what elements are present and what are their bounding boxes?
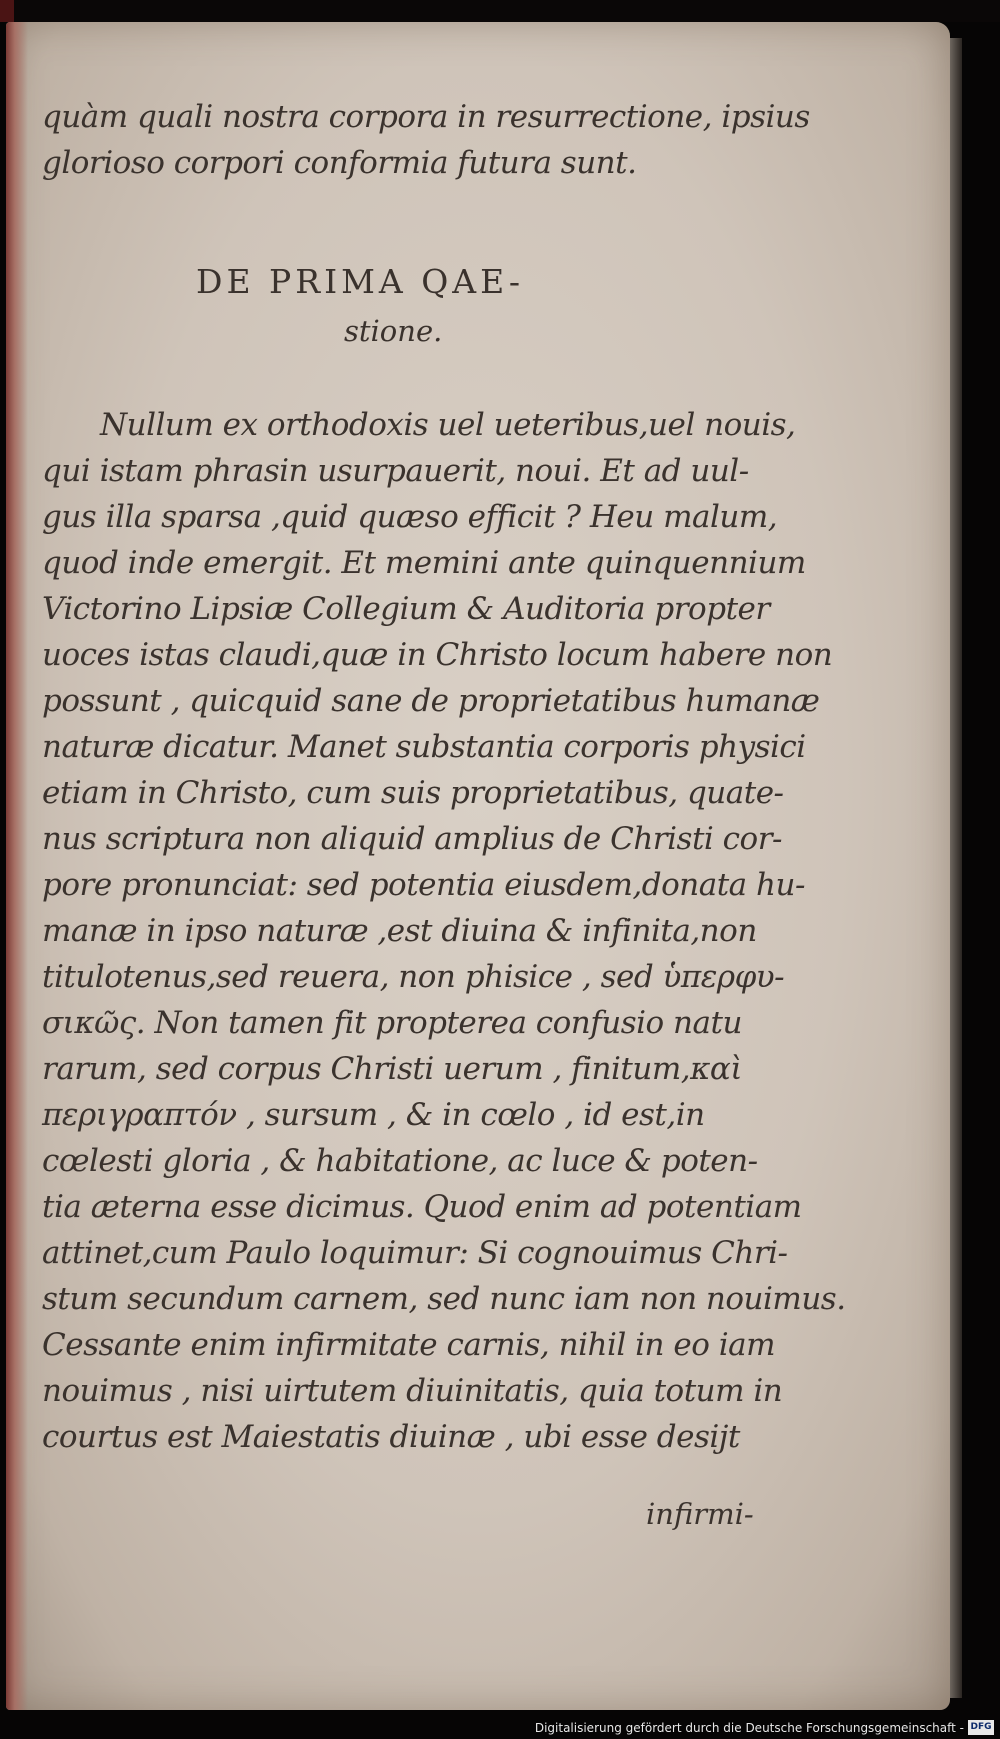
top-text-block bbox=[42, 94, 810, 186]
body-text-block bbox=[42, 402, 846, 1460]
spine-edge bbox=[0, 0, 14, 22]
text-line: cœlesti gloria , & habitatione, ac luce & poten- bbox=[42, 1143, 758, 1179]
scan-top-border bbox=[0, 0, 1000, 22]
text-line: qui istam phrasin usurpauerit, noui. Et ad uul- bbox=[42, 453, 749, 489]
text-line: σικῶς. Non tamen fit propterea confusio natu bbox=[42, 1005, 742, 1041]
text-line: titulotenus,sed reuera, non phisice , sed ὑπερφυ- bbox=[42, 959, 785, 995]
text-line: rarum, sed corpus Christi uerum , finitum,καὶ bbox=[42, 1051, 743, 1087]
text-line: etiam in Christo, cum suis proprietatibus, quate- bbox=[42, 775, 784, 811]
text-line: Victorino Lipsiæ Collegium & Auditoria propter bbox=[42, 591, 770, 627]
text-line: περιγραπτόν , sursum , & in cœlo , id est,in bbox=[42, 1097, 705, 1133]
text-line: quod inde emergit. Et memini ante quinquennium bbox=[42, 545, 806, 581]
funding-notice: Digitalisierung gefördert durch die Deutsche Forschungsgemeinschaft - bbox=[534, 1721, 964, 1735]
footer-bar bbox=[0, 1718, 1000, 1739]
text-line: stum secundum carnem, sed nunc iam non nouimus. bbox=[42, 1281, 846, 1317]
text-line: courtus est Maiestatis diuinæ , ubi esse desijt bbox=[42, 1419, 740, 1455]
text-line: uoces istas claudi,quæ in Christo locum habere non bbox=[42, 637, 833, 673]
text-line: Nullum ex orthodoxis uel ueteribus,uel nouis, bbox=[100, 407, 796, 443]
text-line: naturæ dicatur. Manet substantia corporis physici bbox=[42, 729, 806, 765]
text-line: tia æterna esse dicimus. Quod enim ad potentiam bbox=[42, 1189, 802, 1225]
text-line: Cessante enim infirmitate carnis, nihil in eo iam bbox=[42, 1327, 776, 1363]
book-page bbox=[6, 22, 950, 1710]
text-line: manæ in ipso naturæ ,est diuina & infinita,non bbox=[42, 913, 757, 949]
section-heading: DE PRIMA QAE- bbox=[196, 262, 524, 301]
text-line: pore pronunciat: sed potentia eiusdem,donata hu- bbox=[42, 867, 805, 903]
text-line: nus scriptura non aliquid amplius de Christi cor- bbox=[42, 821, 782, 857]
text-line: glorioso corpori conformia futura sunt. bbox=[42, 145, 637, 181]
text-line: quàm quali nostra corpora in resurrectione, ipsius bbox=[42, 99, 810, 135]
text-line: possunt , quicquid sane de proprietatibus humanæ bbox=[42, 683, 820, 719]
text-line: nouimus , nisi uirtutem diuinitatis, quia totum in bbox=[42, 1373, 783, 1409]
catchword: infirmi- bbox=[646, 1497, 754, 1531]
dfg-logo-icon: DFG bbox=[968, 1720, 994, 1735]
page-edge-shadow bbox=[950, 38, 962, 1698]
section-heading-continuation: stione. bbox=[344, 314, 443, 348]
text-line: gus illa sparsa ,quid quæso efficit ? Heu malum, bbox=[42, 499, 778, 535]
text-line: attinet,cum Paulo loquimur: Si cognouimus Chri- bbox=[42, 1235, 788, 1271]
